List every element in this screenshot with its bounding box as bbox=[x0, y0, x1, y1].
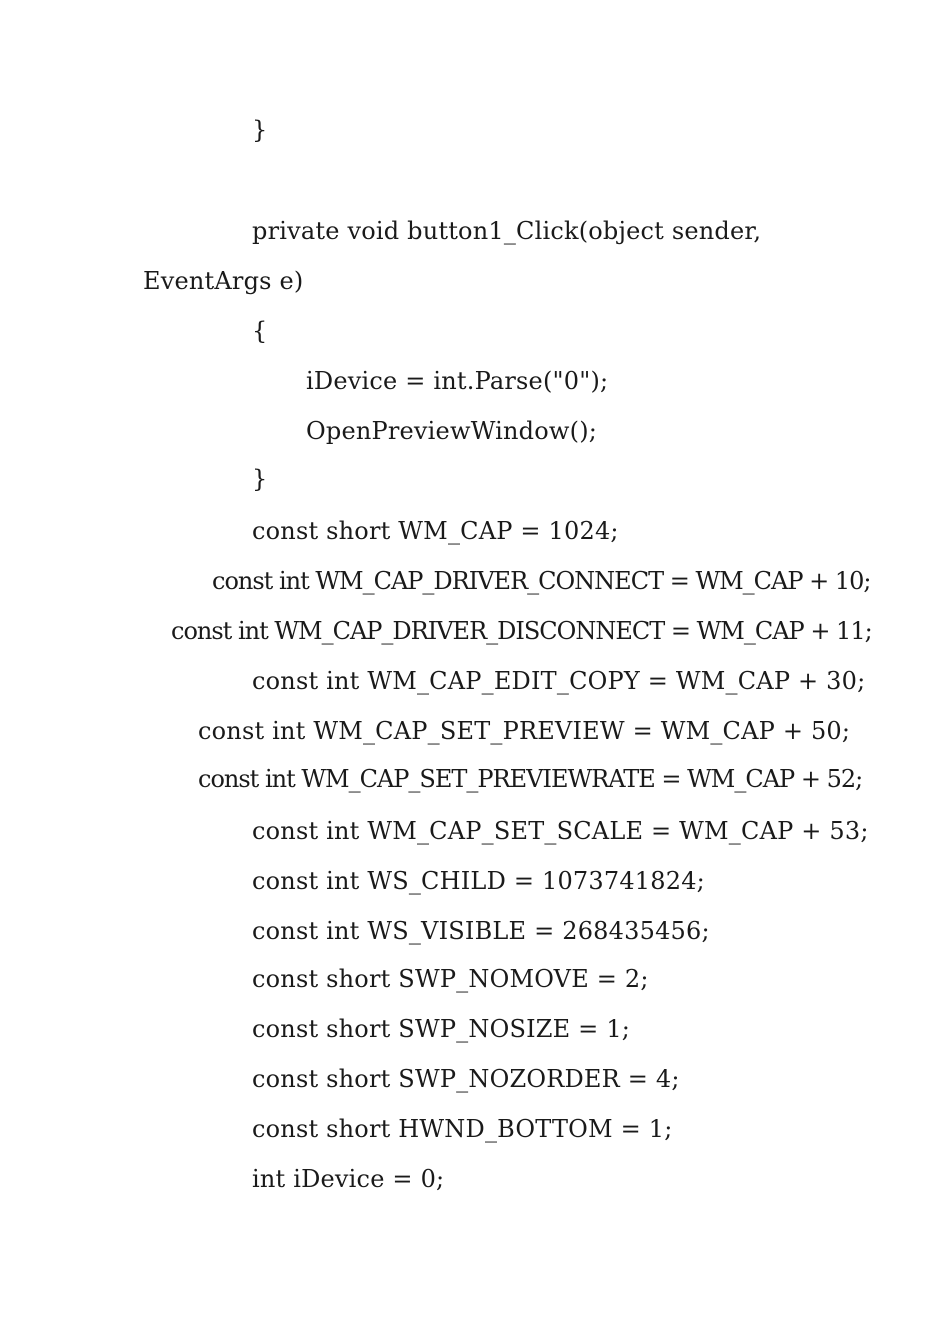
const-declaration: const int WS_VISIBLE = 268435456; bbox=[252, 917, 710, 945]
const-declaration: const int WS_CHILD = 1073741824; bbox=[252, 867, 705, 895]
const-declaration: const int WM_CAP_SET_PREVIEW = WM_CAP + 50; bbox=[198, 717, 851, 745]
const-declaration: const short HWND_BOTTOM = 1; bbox=[252, 1115, 673, 1143]
const-declaration: const int WM_CAP_EDIT_COPY = WM_CAP + 30; bbox=[252, 667, 866, 695]
const-declaration: const short SWP_NOZORDER = 4; bbox=[252, 1065, 680, 1093]
const-declaration: const int WM_CAP_DRIVER_DISCONNECT = WM_CAP + 11; bbox=[171, 617, 872, 645]
closing-brace: } bbox=[252, 116, 268, 144]
const-declaration: const int WM_CAP_DRIVER_CONNECT = WM_CAP + 10; bbox=[212, 567, 871, 595]
method-signature-continuation: EventArgs e) bbox=[143, 267, 304, 295]
method-signature: private void button1_Click(object sender, bbox=[252, 217, 762, 245]
const-declaration: const short SWP_NOSIZE = 1; bbox=[252, 1015, 631, 1043]
const-declaration: const short SWP_NOMOVE = 2; bbox=[252, 965, 649, 993]
code-statement: iDevice = int.Parse("0"); bbox=[306, 367, 609, 395]
opening-brace: { bbox=[252, 317, 268, 345]
code-statement: OpenPreviewWindow(); bbox=[306, 417, 598, 445]
closing-brace: } bbox=[252, 465, 268, 493]
variable-declaration: int iDevice = 0; bbox=[252, 1165, 445, 1193]
const-declaration: const int WM_CAP_SET_PREVIEWRATE = WM_CAP + 52; bbox=[198, 765, 863, 793]
const-declaration: const short WM_CAP = 1024; bbox=[252, 517, 619, 545]
const-declaration: const int WM_CAP_SET_SCALE = WM_CAP + 53; bbox=[252, 817, 869, 845]
